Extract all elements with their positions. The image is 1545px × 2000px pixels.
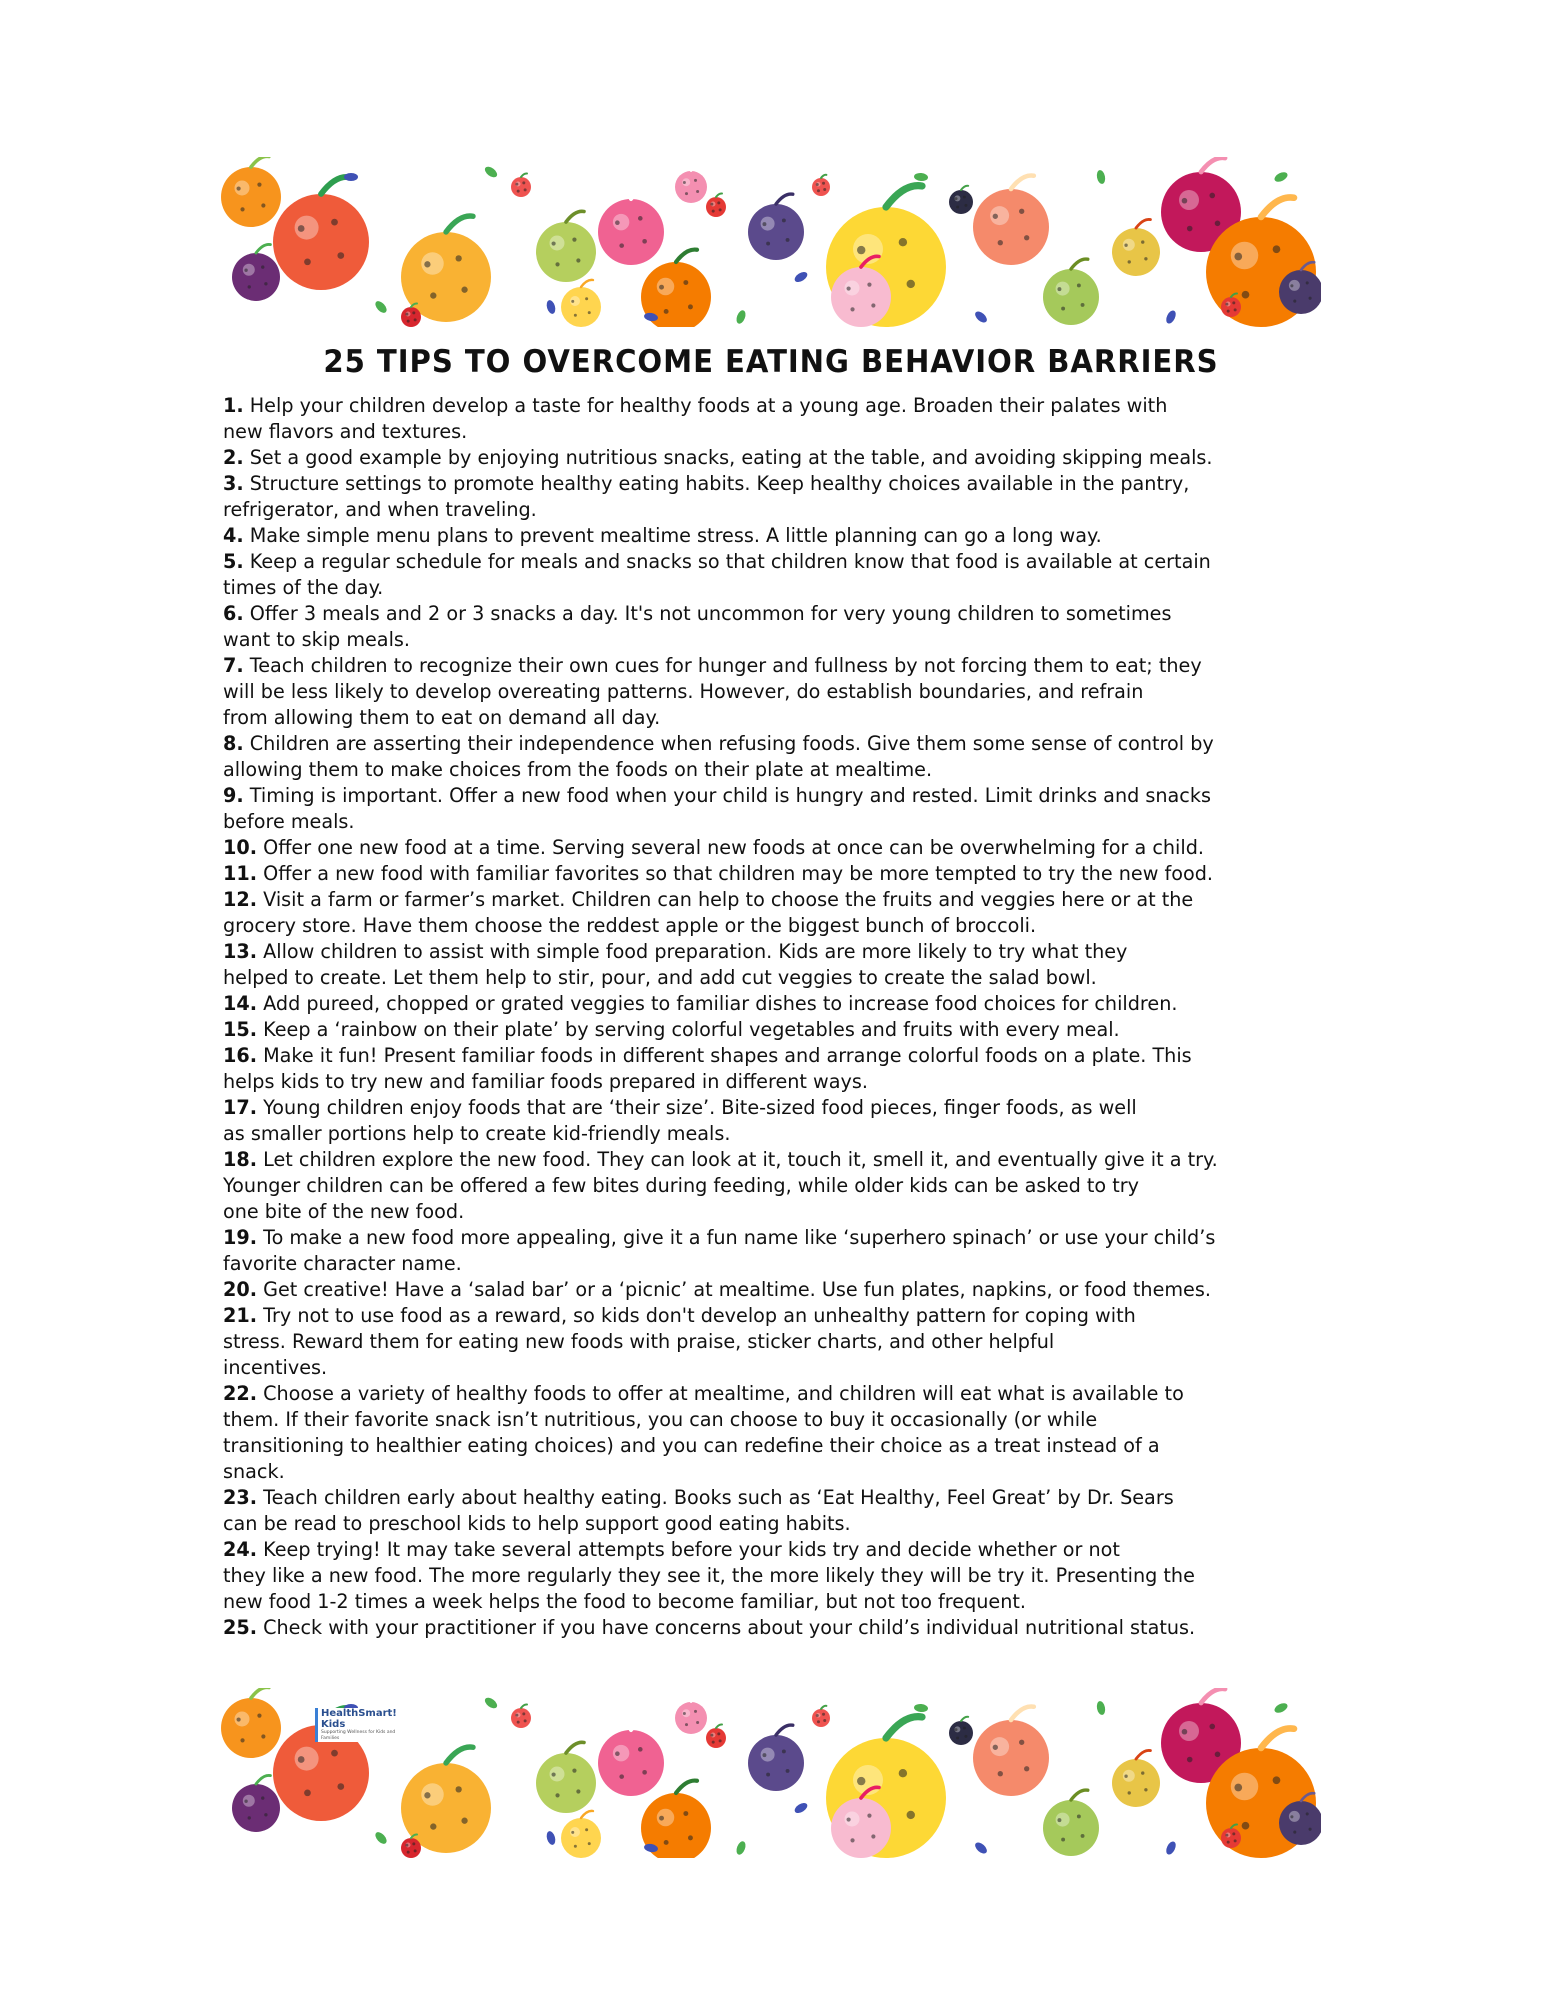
tip-item [223,1381,1333,1485]
grapefruit-icon [973,1706,1049,1796]
page-title: 25 TIPS TO OVERCOME EATING BEHAVIOR BARRIERS [323,344,1219,380]
leaf-icon [545,299,557,315]
leaf-icon [545,1830,557,1846]
guava-icon [1112,219,1160,276]
tip-text: Add pureed, chopped or grated veggies to familiar dishes to increase food choices for children. [263,992,1178,1015]
fig-icon [748,194,804,260]
tip-text: incentives. [223,1356,328,1379]
tip-text: Try not to use food as a reward, so kids don't develop an unhealthy pattern for coping with [263,1304,1136,1327]
tip-item [223,445,1333,471]
tip-item [223,861,1333,887]
tip-number: 12. [223,888,257,911]
tip-text: Let children explore the new food. They can look at it, touch it, smell it, and eventually give it a try. [263,1148,1218,1171]
tip-item [223,601,1333,653]
tip-item [223,653,1333,731]
tip-number: 17. [223,1096,257,1119]
leaf-icon [373,299,388,315]
tip-item [223,1095,1333,1147]
pear-icon [1043,259,1099,325]
tip-number: 25. [223,1616,257,1639]
tip-text: allowing them to make choices from the foods on their plate at mealtime. [223,758,933,781]
tip-item [223,991,1333,1017]
tip-text: favorite character name. [223,1252,462,1275]
logo-tagline: Supporting Wellness for Kids and Families [321,1730,396,1741]
tip-text: Structure settings to promote healthy eating habits. Keep healthy choices available in the pantry, [249,472,1190,495]
tip-text: transitioning to healthier eating choices) and you can redefine their choice as a treat instead of a [223,1434,1160,1457]
strawberry-icon [706,193,726,217]
tip-text: helped to create. Let them help to stir, pour, and add cut veggies to create the salad bowl. [223,966,1097,989]
leaf-icon [1164,1840,1177,1856]
orange-icon [675,1696,707,1734]
leaf-icon [373,1830,388,1846]
tip-text: before meals. [223,810,355,833]
pineapple-icon [401,216,491,322]
tip-text: To make a new food more appealing, give it a fun name like ‘superhero spinach’ or use your child’s [263,1226,1216,1249]
blackberry-icon [511,173,531,197]
tip-text: Teach children early about healthy eating. Books such as ‘Eat Healthy, Feel Great’ by Dr. Sears [263,1486,1174,1509]
plum-icon [812,175,830,196]
tip-text: Offer a new food with familiar favorites so that children may be more tempted to try the new food. [263,862,1214,885]
leaf-icon [735,1840,747,1856]
tip-number: 4. [223,524,244,547]
tip-number: 3. [223,472,244,495]
tip-text: stress. Reward them for eating new foods with praise, sticker charts, and other helpful [223,1330,1055,1353]
tip-text: Young children enjoy foods that are ‘their size’. Bite-sized food pieces, finger foods, as well [263,1096,1137,1119]
tip-text: Visit a farm or farmer’s market. Children can help to choose the fruits and veggies here or at the [263,888,1194,911]
orange-icon [675,165,707,203]
tip-number: 20. [223,1278,257,1301]
tip-number: 13. [223,940,257,963]
tip-number: 15. [223,1018,257,1041]
logo-name: HealthSmart! Kids [321,1708,397,1730]
tip-text: Get creative! Have a ‘salad bar’ or a ‘picnic’ at mealtime. Use fun plates, napkins, or food themes. [263,1278,1211,1301]
tip-number: 19. [223,1226,257,1249]
tip-number: 6. [223,602,244,625]
tip-text: refrigerator, and when traveling. [223,498,537,521]
blackberry-icon [949,186,973,214]
tip-item [223,1615,1333,1641]
leaf-icon [1273,1701,1289,1714]
tip-text: helps kids to try new and familiar foods prepared in different ways. [223,1070,868,1093]
healthsmart-kids-logo [315,1708,406,1742]
tip-text: new food 1-2 times a week helps the food to become familiar, but not too frequent. [223,1590,1027,1613]
tip-item [223,471,1333,523]
leaf-icon [1096,1700,1107,1715]
tip-text: Help your children develop a taste for healthy foods at a young age. Broaden their palates with [249,394,1168,417]
leaf-icon [914,172,929,181]
tip-text: Teach children to recognize their own cues for hunger and fullness by not forcing them to eat; they [249,654,1202,677]
tip-text: them. If their favorite snack isn’t nutritious, you can choose to buy it occasionally (or while [223,1408,1098,1431]
guava-icon [1112,1750,1160,1807]
tip-text: one bite of the new food. [223,1200,465,1223]
tips-list [223,393,1333,1641]
apple-icon [536,211,596,282]
dragonfruit-icon [598,187,664,265]
fig-icon [748,1725,804,1791]
tip-text: Offer 3 meals and 2 or 3 snacks a day. It's not uncommon for very young children to sometimes [249,602,1172,625]
tip-item [223,393,1333,445]
tip-text: Allow children to assist with simple food preparation. Kids are more likely to try what they [263,940,1128,963]
tip-text: will be less likely to develop overeating patterns. However, do establish boundaries, and refrain [223,680,1144,703]
blackberry-icon [949,1717,973,1745]
tip-item [223,1225,1333,1277]
tip-text: new flavors and textures. [223,420,468,443]
pineapple-icon [401,1747,491,1853]
tip-item [223,783,1333,835]
leaf-icon [793,270,809,284]
leaf-icon [483,165,499,180]
tip-number: 18. [223,1148,257,1171]
tip-number: 9. [223,784,244,807]
watermelon-icon [273,177,369,290]
tip-text: Keep a ‘rainbow on their plate’ by serving colorful vegetables and fruits with every meal. [263,1018,1120,1041]
tip-number: 8. [223,732,244,755]
tip-item [223,939,1333,991]
blackberry-icon [511,1704,531,1728]
leaf-icon [914,1703,929,1712]
tip-item [223,835,1333,861]
tip-item [223,1043,1333,1095]
leaf-icon [793,1801,809,1815]
tip-item [223,731,1333,783]
tip-number: 23. [223,1486,257,1509]
tip-number: 16. [223,1044,257,1067]
leaf-icon [1096,169,1107,184]
tip-text: Children are asserting their independence when refusing foods. Give them some sense of control by [249,732,1214,755]
tip-text: as smaller portions help to create kid-friendly meals. [223,1122,731,1145]
apple-icon [536,1742,596,1813]
tip-number: 14. [223,992,257,1015]
tip-text: Make simple menu plans to prevent mealtime stress. A little planning can go a long way. [249,524,1102,547]
leaf-icon [344,173,358,181]
tip-item [223,887,1333,939]
tip-text: Choose a variety of healthy foods to offer at mealtime, and children will eat what is available to [263,1382,1184,1405]
tip-number: 7. [223,654,244,677]
tip-item [223,1147,1333,1225]
tip-text: want to skip meals. [223,628,410,651]
lemon-icon [561,1811,601,1858]
tip-item [223,523,1333,549]
orange-icon [221,157,281,227]
tip-text: Younger children can be offered a few bites during feeding, while older kids can be asked to try [223,1174,1140,1197]
leaf-icon [973,1840,989,1855]
plum-icon [232,244,280,301]
leaf-icon [483,1696,499,1711]
top-fruit-banner [221,157,1321,327]
tip-item [223,1485,1333,1537]
leaf-icon [973,309,989,324]
tip-number: 1. [223,394,244,417]
tip-text: Make it fun! Present familiar foods in different shapes and arrange colorful foods on a plate. This [263,1044,1192,1067]
tip-text: times of the day. [223,576,384,599]
tip-number: 10. [223,836,257,859]
tip-number: 11. [223,862,257,885]
tip-text: Timing is important. Offer a new food when your child is hungry and rested. Limit drinks and snacks [249,784,1211,807]
tip-item [223,1017,1333,1043]
tip-text: snack. [223,1460,285,1483]
tip-number: 22. [223,1382,257,1405]
tip-item [223,1303,1333,1381]
tip-text: from allowing them to eat on demand all day. [223,706,661,729]
leaf-icon [735,309,747,325]
tip-number: 5. [223,550,244,573]
tip-number: 24. [223,1538,257,1561]
tip-text: they like a new food. The more regularly they see it, the more likely they will be try it. Presenting the [223,1564,1195,1587]
tip-text: can be read to preschool kids to help support good eating habits. [223,1512,851,1535]
tip-item [223,549,1333,601]
leaf-icon [1164,309,1177,325]
tip-text: grocery store. Have them choose the reddest apple or the biggest bunch of broccoli. [223,914,1037,937]
tip-text: Set a good example by enjoying nutritious snacks, eating at the table, and avoiding skipping meals. [249,446,1213,469]
tip-text: Offer one new food at a time. Serving several new foods at once can be overwhelming for a child. [263,836,1204,859]
tip-item [223,1277,1333,1303]
plum-icon [232,1775,280,1832]
tip-number: 21. [223,1304,257,1327]
tip-item [223,1537,1333,1615]
plum-icon [812,1706,830,1727]
lemon-icon [561,280,601,327]
grapefruit-icon [973,175,1049,265]
dragonfruit-icon [598,1718,664,1796]
strawberry-icon [706,1724,726,1748]
orange-icon [221,1688,281,1758]
leaf-icon [1273,170,1289,183]
tip-number: 2. [223,446,244,469]
fruit-illustration [221,157,1321,327]
tip-text: Keep trying! It may take several attempts before your kids try and decide whether or not [263,1538,1120,1561]
tip-text: Check with your practitioner if you have concerns about your child’s individual nutritional status. [263,1616,1196,1639]
pear-icon [1043,1790,1099,1856]
tip-text: Keep a regular schedule for meals and snacks so that children know that food is available at certain [249,550,1211,573]
